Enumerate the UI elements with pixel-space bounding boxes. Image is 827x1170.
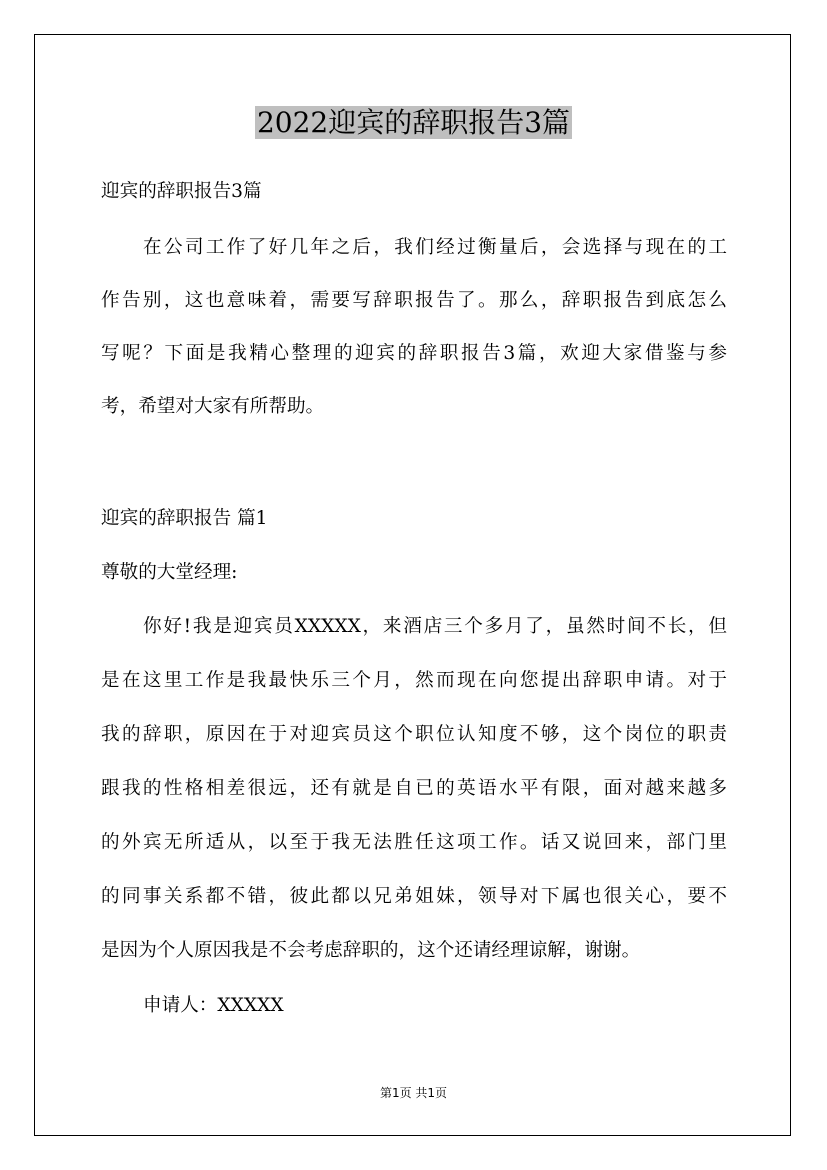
body-line: 的同事关系都不错，彼此都以兄弟姐妹，领导对下属也很关心，要不 bbox=[101, 886, 727, 907]
salutation: 尊敬的大堂经理: bbox=[101, 562, 238, 583]
body-line: 你好!我是迎宾员XXXXX，来酒店三个多月了，虽然时间不长，但 bbox=[143, 616, 727, 637]
body-line: 是在这里工作是我最快乐三个月，然而现在向您提出辞职申请。对于 bbox=[101, 670, 727, 691]
body-line: 的外宾无所适从，以至于我无法胜任这项工作。话又说回来，部门里 bbox=[101, 832, 727, 853]
body-line: 跟我的性格相差很远，还有就是自已的英语水平有限，面对越来越多 bbox=[101, 778, 727, 799]
intro-line: 作告别，这也意味着，需要写辞职报告了。那么，辞职报告到底怎么 bbox=[101, 290, 727, 311]
body-line: 我的辞职，原因在于对迎宾员这个职位认知度不够，这个岗位的职责 bbox=[101, 724, 727, 745]
signature: 申请人：XXXXX bbox=[143, 995, 284, 1016]
body-line: 是因为个人原因我是不会考虑辞职的，这个还请经理谅解，谢谢。 bbox=[101, 940, 641, 961]
intro-line: 考，希望对大家有所帮助。 bbox=[101, 396, 325, 417]
intro-line: 写呢？下面是我精心整理的迎宾的辞职报告3篇，欢迎大家借鉴与参 bbox=[101, 343, 727, 364]
document-title bbox=[0, 101, 827, 145]
section-heading: 迎宾的辞职报告 篇1 bbox=[101, 508, 268, 529]
document-title-text: 2022迎宾的辞职报告3篇 bbox=[256, 106, 571, 139]
intro-line: 在公司工作了好几年之后，我们经过衡量后，会选择与现在的工 bbox=[143, 237, 727, 258]
subtitle: 迎宾的辞职报告3篇 bbox=[101, 181, 262, 202]
page-footer: 第1页 共1页 bbox=[379, 1086, 448, 1100]
